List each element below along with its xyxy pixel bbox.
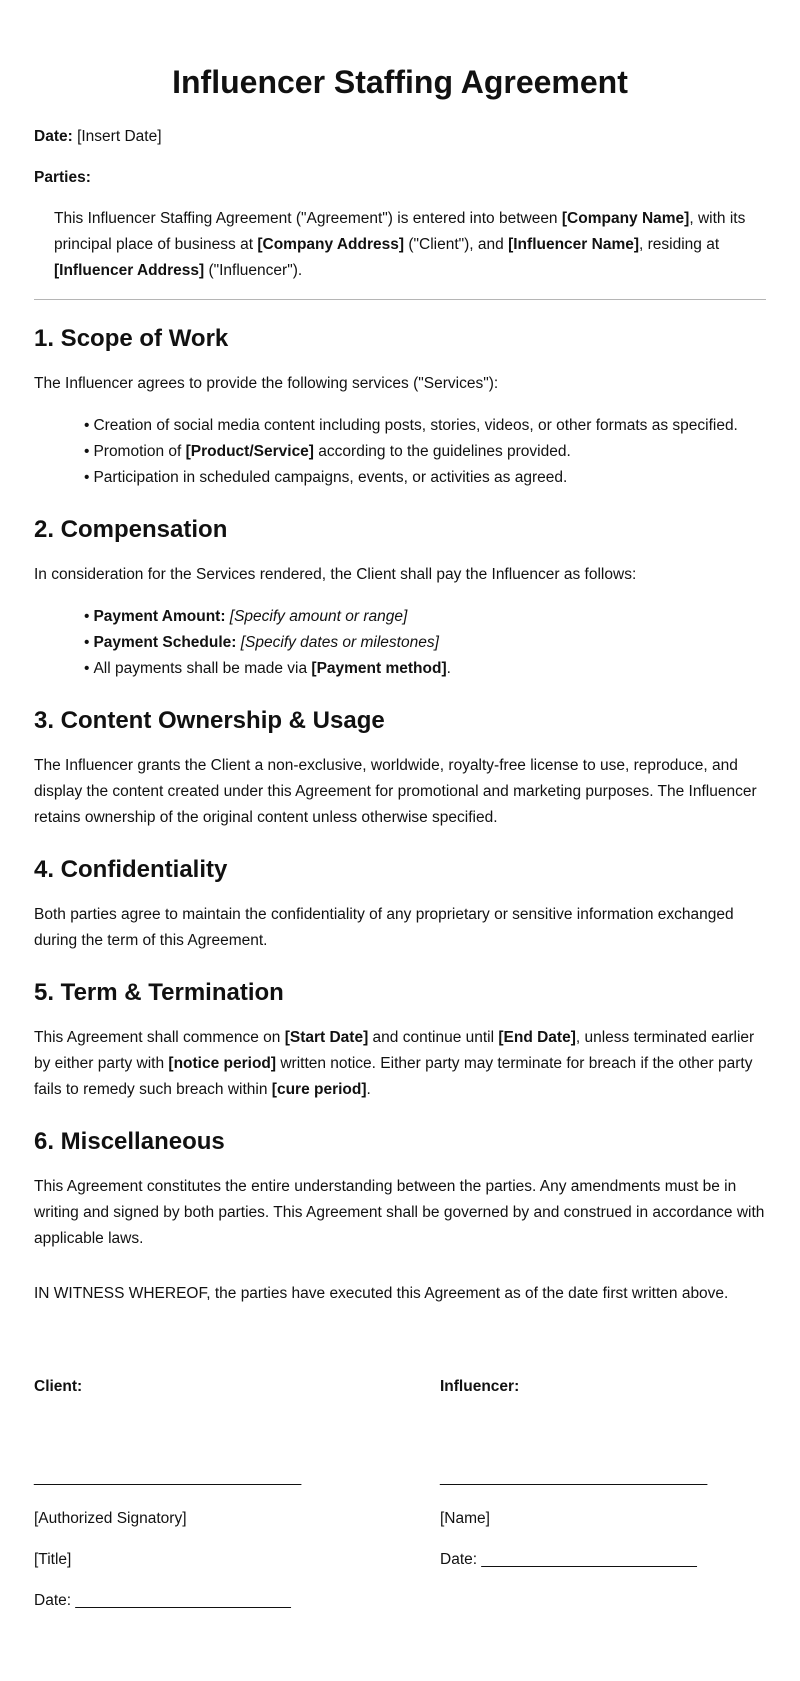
section-body: This Agreement constitutes the entire understanding between the parties. Any amendments must be in writing and signed by both parties. This Agreement shall be governed by and construed in accordance with applicable laws. xyxy=(34,1178,765,1247)
section-confidentiality xyxy=(34,854,766,954)
bullet-icon: • xyxy=(84,417,90,434)
parties-text-5: ("Influencer"). xyxy=(204,262,303,279)
client-signature xyxy=(34,1374,334,1614)
cure-period-placeholder: [cure period] xyxy=(271,1081,367,1098)
influencer-label: Influencer: xyxy=(440,1378,520,1395)
list-item xyxy=(84,465,766,491)
parties-paragraph xyxy=(54,206,766,284)
list-item-text: All payments shall be made via xyxy=(93,660,312,677)
influencer-address-placeholder: [Influencer Address] xyxy=(54,262,205,279)
section-heading: 3. Content Ownership & Usage xyxy=(34,707,385,734)
term-text-2: and continue until xyxy=(368,1029,499,1046)
start-date-placeholder: [Start Date] xyxy=(284,1029,369,1046)
section-heading: 2. Compensation xyxy=(34,516,228,543)
list-item-text: Promotion of xyxy=(93,443,186,460)
payment-schedule-label: Payment Schedule: xyxy=(93,634,237,651)
payment-amount-label: Payment Amount: xyxy=(93,608,226,625)
client-signature-line: _______________________________ xyxy=(34,1469,302,1486)
client-label: Client: xyxy=(34,1378,83,1395)
list-item xyxy=(84,413,766,439)
parties-label: Parties: xyxy=(34,169,91,186)
section-body: The Influencer grants the Client a non-exclusive, worldwide, royalty-free license to use, reproduce, and display the content created under this Agreement for promotional and marketing purposes. The Influencer retains ownership of the original content unless otherwise specified. xyxy=(34,757,757,826)
product-service-placeholder: [Product/Service] xyxy=(185,443,314,460)
list-item-text: Participation in scheduled campaigns, events, or activities as agreed. xyxy=(93,469,568,486)
section-content-ownership xyxy=(34,705,766,831)
parties-text-1: This Influencer Staffing Agreement ("Agreement") is entered into between xyxy=(54,210,562,227)
bullet-icon: • xyxy=(84,608,90,625)
influencer-signature xyxy=(440,1374,740,1573)
list-item xyxy=(84,604,766,630)
section-intro: The Influencer agrees to provide the following services ("Services"): xyxy=(34,375,499,392)
parties-text-3: ("Client"), and xyxy=(404,236,509,253)
bullet-icon: • xyxy=(84,469,90,486)
services-list xyxy=(34,413,766,491)
date-line xyxy=(34,124,766,150)
section-intro: In consideration for the Services rendered, the Client shall pay the Influencer as follows: xyxy=(34,566,637,583)
section-body: Both parties agree to maintain the confidentiality of any proprietary or sensitive information exchanged during the term of this Agreement. xyxy=(34,906,734,949)
parties-text-2: , with its principal place of business at xyxy=(54,210,746,253)
section-scope-of-work xyxy=(34,323,766,491)
term-text-4: written notice. Either party may terminate for breach if the other party fails to remedy such breach within xyxy=(34,1055,753,1098)
section-heading: 4. Confidentiality xyxy=(34,856,228,883)
date-value: [Insert Date] xyxy=(72,128,162,145)
compensation-list xyxy=(34,604,766,682)
bullet-icon: • xyxy=(84,660,90,677)
term-text-5: . xyxy=(366,1081,371,1098)
company-address-placeholder: [Company Address] xyxy=(257,236,405,253)
end-date-placeholder: [End Date] xyxy=(498,1029,576,1046)
payment-amount-value: [Specify amount or range] xyxy=(225,608,408,625)
section-heading: 1. Scope of Work xyxy=(34,325,229,352)
bullet-icon: • xyxy=(84,634,90,651)
term-text-3: , unless terminated earlier by either party with xyxy=(34,1029,755,1072)
bullet-icon: • xyxy=(84,443,90,460)
document-title: Influencer Staffing Agreement xyxy=(172,64,628,100)
section-heading: 5. Term & Termination xyxy=(34,979,284,1006)
section-term-termination xyxy=(34,977,766,1103)
influencer-signatory-name: [Name] xyxy=(440,1510,490,1527)
section-heading: 6. Miscellaneous xyxy=(34,1128,225,1155)
list-item xyxy=(84,439,766,465)
list-item xyxy=(84,656,766,682)
influencer-signature-line: _______________________________ xyxy=(440,1469,708,1486)
section-miscellaneous xyxy=(34,1126,766,1252)
section-compensation xyxy=(34,514,766,682)
payment-schedule-value: [Specify dates or milestones] xyxy=(236,634,439,651)
company-name-placeholder: [Company Name] xyxy=(561,210,690,227)
term-text-1: This Agreement shall commence on xyxy=(34,1029,285,1046)
list-item-text: . xyxy=(446,660,451,677)
parties-text-4: , residing at xyxy=(639,236,720,253)
section-divider xyxy=(34,299,766,300)
client-date-line: Date: _________________________ xyxy=(34,1592,291,1609)
payment-method-placeholder: [Payment method] xyxy=(311,660,447,677)
witness-statement: IN WITNESS WHEREOF, the parties have executed this Agreement as of the date first written above. xyxy=(34,1285,729,1302)
date-label: Date: xyxy=(34,128,73,145)
list-item-text: according to the guidelines provided. xyxy=(313,443,571,460)
client-signatory-name: [Authorized Signatory] xyxy=(34,1510,187,1527)
list-item xyxy=(84,630,766,656)
influencer-name-placeholder: [Influencer Name] xyxy=(508,236,640,253)
section-body xyxy=(34,1025,766,1103)
signature-block xyxy=(34,1374,766,1614)
influencer-date-line: Date: _________________________ xyxy=(440,1551,697,1568)
client-title: [Title] xyxy=(34,1551,72,1568)
list-item-text: Creation of social media content including posts, stories, videos, or other formats as specified. xyxy=(93,417,738,434)
notice-period-placeholder: [notice period] xyxy=(168,1055,277,1072)
